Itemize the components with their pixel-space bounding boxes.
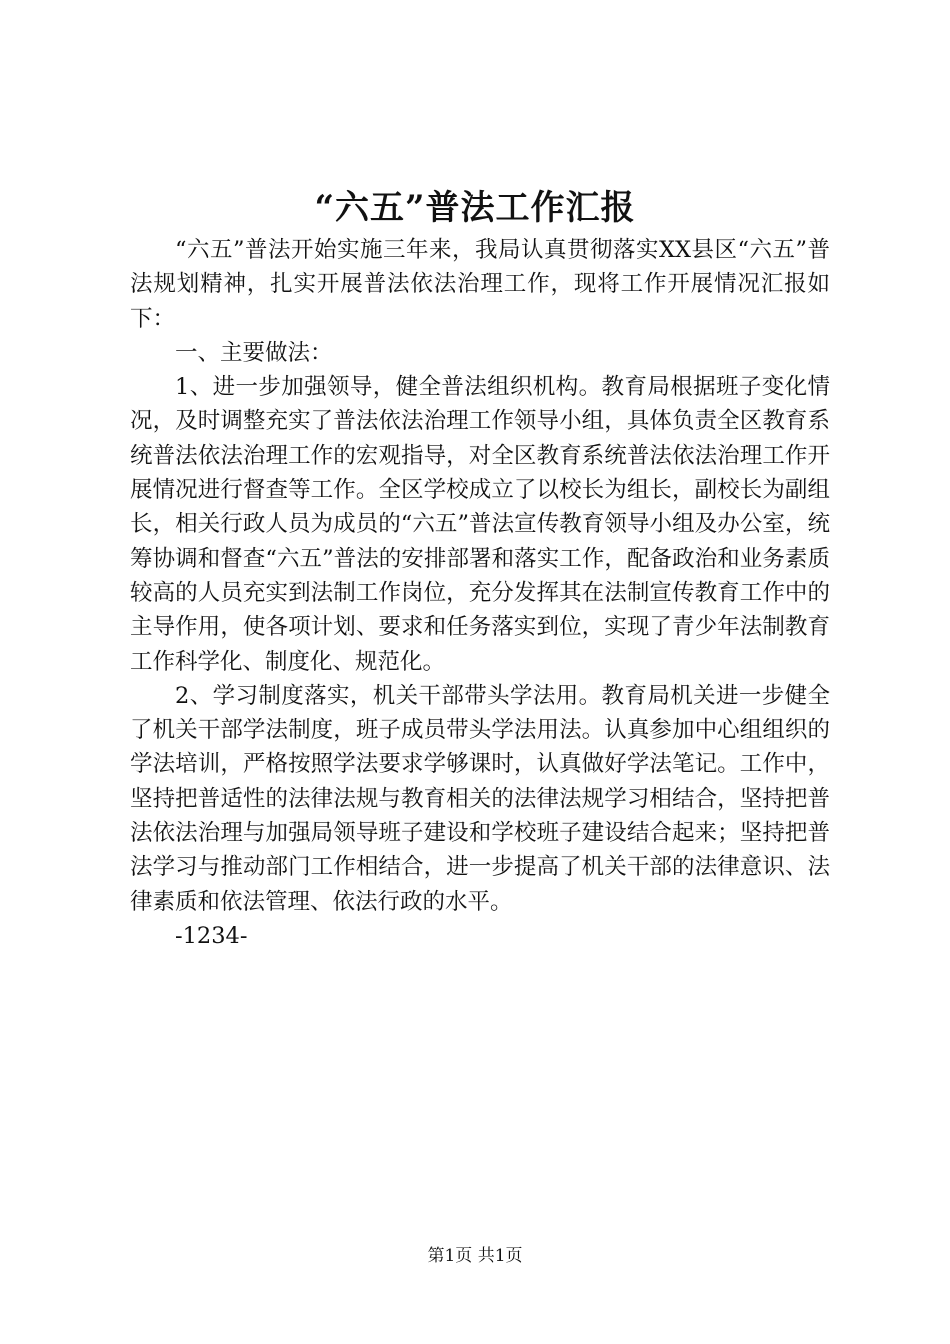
body-paragraph-2: 2、学习制度落实，机关干部带头学法用。教育局机关进一步健全了机关干部学法制度，班子成员带头学法用法。认真参加中心组组织的学法培训，严格按照学法要求学够课时，认真做好学法笔记。工作中，坚持把普适性的法律法规与教育相关的法律法规学习相结合，坚持把普法依法治理与加强局领导班子建设和学校班子建设结合起来；坚持把普法学习与推动部门工作相结合，进一步提高了机关干部的法律意识、法律素质和依法管理、依法行政的水平。 xyxy=(130,682,830,915)
body-paragraph-1: 1、进一步加强领导，健全普法组织机构。教育局根据班子变化情况，及时调整充实了普法依法治理工作领导小组，具体负责全区教育系统普法依法治理工作的宏观指导，对全区教育系统普法依法治理工作开展情况进行督查等工作。全区学校成立了以校长为组长，副校长为副组长，相关行政人员为成员的“六五”普法宣传教育领导小组及办公室，统筹协调和督查“六五”普法的安排部署和落实工作，配备政治和业务素质较高的人员充实到法制工作岗位，充分发挥其在法制宣传教育工作中的主导作用，使各项计划、要求和任务落实到位，实现了青少年法制教育工作科学化、制度化、规范化。 xyxy=(130,374,830,675)
document-title: “六五”普法工作汇报 xyxy=(314,188,636,228)
section-heading: 一、主要做法： xyxy=(175,339,333,366)
page-footer: 第1页 共1页 xyxy=(427,1246,523,1266)
page-code: -1234- xyxy=(175,922,248,949)
intro-paragraph: “六五”普法开始实施三年来，我局认真贯彻落实XX县区“六五”普法规划精神，扎实开展普法依法治理工作，现将工作开展情况汇报如下： xyxy=(130,237,830,332)
document-body xyxy=(130,233,830,953)
